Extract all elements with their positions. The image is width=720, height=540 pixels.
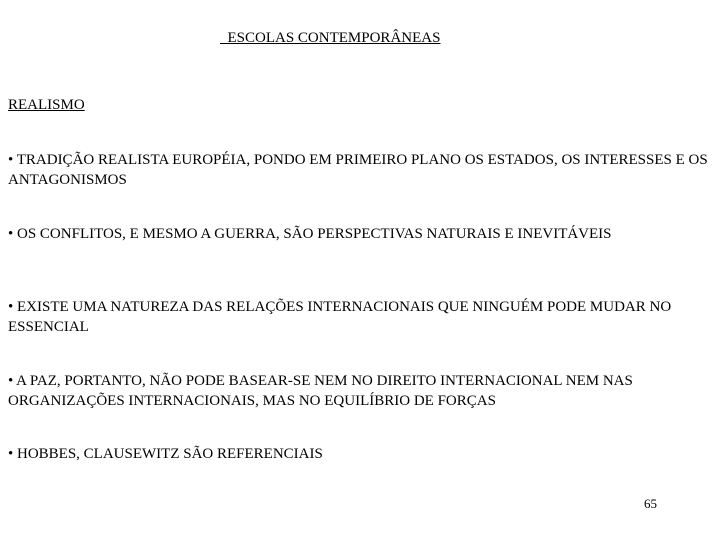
bullet-item: • TRADIÇÃO REALISTA EUROPÉIA, PONDO EM PRIMEIRO PLANO OS ESTADOS, OS INTERESSES E OS ANTAGONISMOS bbox=[8, 152, 708, 188]
bullet-item: • EXISTE UMA NATUREZA DAS RELAÇÕES INTERNACIONAIS QUE NINGUÉM PODE MUDAR NO ESSENCIAL bbox=[8, 299, 672, 335]
section-heading: REALISMO bbox=[8, 97, 85, 113]
page-number: 65 bbox=[644, 496, 657, 511]
bullet-item: • HOBBES, CLAUSEWITZ SÃO REFERENCIAIS bbox=[8, 446, 323, 462]
bullet-item: • OS CONFLITOS, E MESMO A GUERRA, SÃO PERSPECTIVAS NATURAIS E INEVITÁVEIS bbox=[8, 226, 612, 242]
bullet-item: • A PAZ, PORTANTO, NÃO PODE BASEAR-SE NEM NO DIREITO INTERNACIONAL NEM NAS ORGANIZAÇÕES INTERNACIONAIS, MAS NO EQUILÍBRIO DE FORÇAS bbox=[8, 373, 633, 409]
document-title: ESCOLAS CONTEMPORÂNEAS bbox=[220, 30, 441, 46]
